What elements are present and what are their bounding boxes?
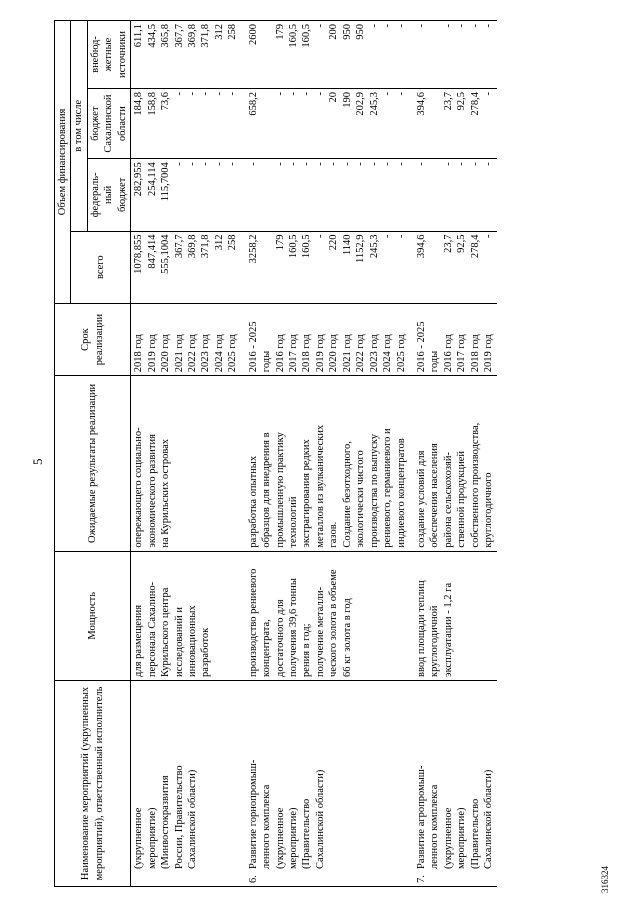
row-offbudget: - - - - - [409,21,497,89]
table-row [131,21,241,887]
header-results: Ожидаемые результаты реализации [55,376,131,551]
funding-table [54,20,497,887]
header-funding: Объем финансирования [55,21,71,304]
row-term: 2016 - 2025 годы 2016 год 2017 год 2018 год 2019 год 2020 год 2021 год 2022 год 2023 год 2024 год 2025 год [241,303,409,375]
document-id: 316324 [600,866,610,893]
row-name: 7.Развитие агропромыш- ленного комплекса (укрупненное мероприятие) (Правительство Сахалинской области) [409,680,497,886]
row-federal: - - - - - - - - - - - [241,159,409,231]
page-number: 5 [30,458,45,465]
header-name: Наименование мероприятий (укрупненных мероприятий), ответственный исполнитель [55,680,131,886]
row-power: для размещения персонала Сахалино- Курильского центра исследований и инновационных разработок [131,551,241,680]
row-regional: 184,8 158,8 73,6 - - - - - [131,89,241,159]
table-body [131,21,497,887]
header-power: Мощность [55,551,131,680]
header-term: Срок реализации [55,303,131,375]
row-results: создание условий для обеспечения населения района сельскохозяй- ственной продукцией собственного производства, круглогодичного [409,376,497,551]
row-federal: 282,955 254,114 115,7004 - - - - - [131,159,241,231]
row-term: 2018 год 2019 год 2020 год 2021 год 2022 год 2023 год 2024 год 2025 год [131,303,241,375]
table-row [409,21,497,887]
row-regional: 394,6 23,7 92,5 278,4 - [409,89,497,159]
header-total: всего [71,231,131,303]
header-federal: федераль- ный бюджет [87,159,130,231]
table-header [55,21,131,887]
row-power: ввод площади теплиц круглогодичной эксплуатации - 1,2 га [409,551,497,680]
header-regional: бюджет Сахалинской области [87,89,130,159]
row-regional: 658,2 - - - - 20 190 202,9 245,3 - - [241,89,409,159]
row-total: 394,6 23,7 92,5 278,4 - [409,231,497,303]
row-results: опережающего социально- экономического развития на Курильских островах [131,376,241,551]
row-power: производство рениевого концентрата, достаточного для получения 39,6 тонны рения в год; получение металли- ческого золота в объеме 66 кг золота в год [241,551,409,680]
row-name: (укрупненное мероприятие) (Минвостокразвития России, Правительство Сахалинской области) [131,680,241,886]
row-offbudget: 2600 179 160,5 160,5 - 200 950 950 - - - [241,21,409,89]
header-offbudget: внебюд- жетные источники [87,21,130,89]
row-term: 2016 - 2025 годы 2016 год 2017 год 2018 год 2019 год [409,303,497,375]
header-including: в том числе [71,21,87,232]
row-total: 1078,855 847,414 555,1004 367,7 369,8 371,8 312 258 [131,231,241,303]
row-name: 6.Развитие горнопромыш- ленного комплекса (укрупненное мероприятие) (Правительство Сахалинской области) [241,680,409,886]
row-results: разработка опытных образцов для внедрения в промышленную практику технологий экстрагирования редких металлов из вулканических газов. Создание безотходного, экологически чистого производства по выпуску рениевого, германиевого и индиевого концентратов [241,376,409,551]
table-row [241,21,409,887]
row-total: 3258,2 179 160,5 160,5 - 220 1140 1152,9 245,3 - - [241,231,409,303]
row-offbudget: 611,1 434,5 365,8 367,7 369,8 371,8 312 258 [131,21,241,89]
row-federal: - - - - - [409,159,497,231]
